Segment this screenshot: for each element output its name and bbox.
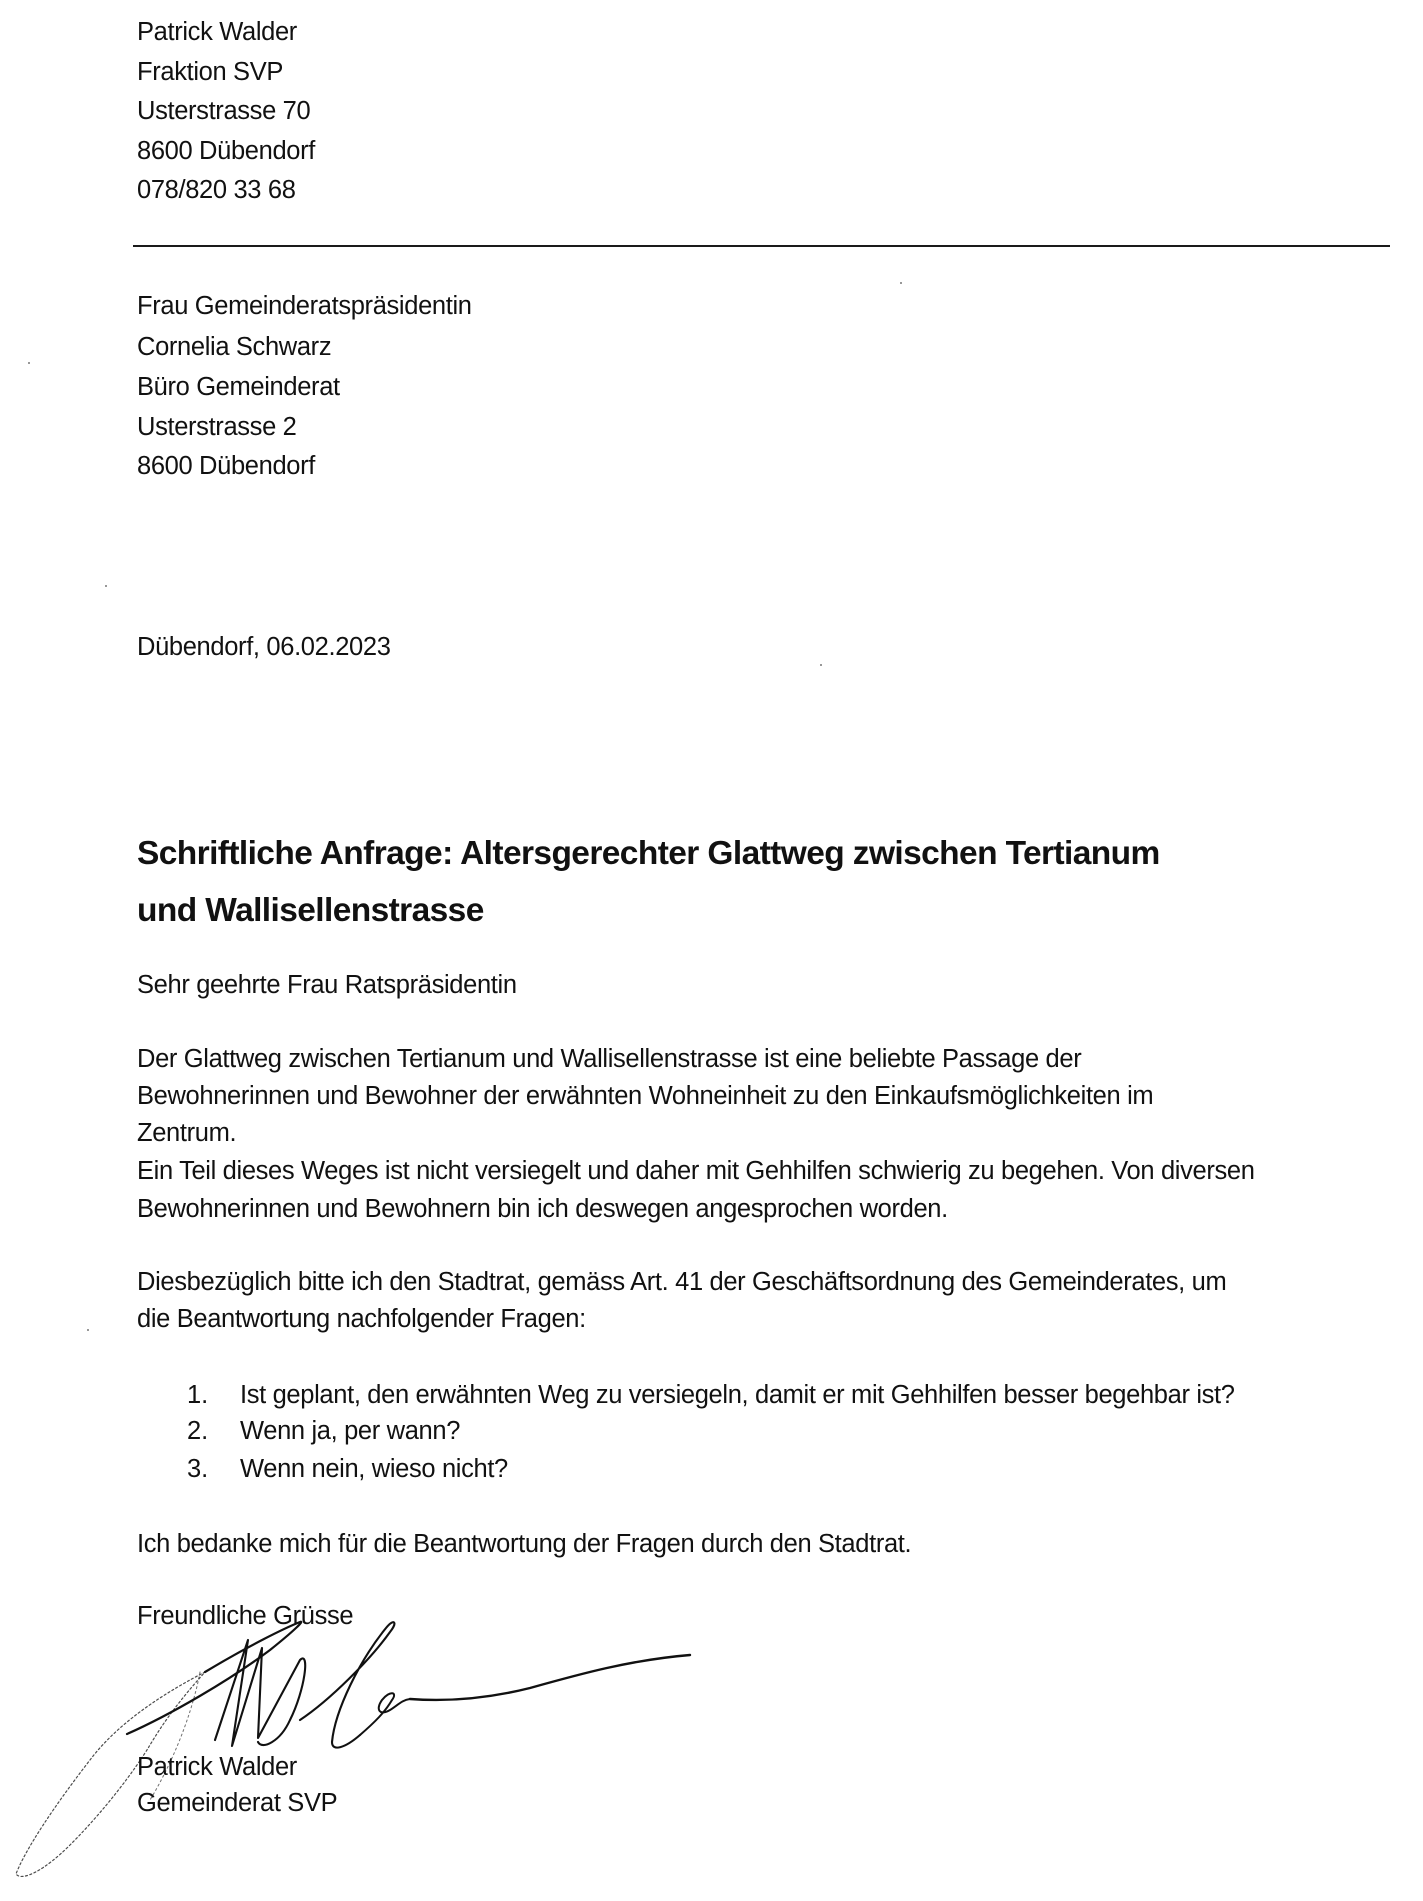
date-line: Dübendorf, 06.02.2023 — [137, 633, 391, 661]
thanks-line: Ich bedanke mich für die Beantwortung der Fragen durch den Stadtrat. — [137, 1530, 912, 1558]
paragraph-line: Bewohnerinnen und Bewohner der erwähnten Wohneinheit zu den Einkaufsmöglichkeiten im — [137, 1082, 1154, 1110]
paragraph-line: Bewohnerinnen und Bewohnern bin ich deswegen angesprochen worden. — [137, 1195, 948, 1223]
paragraph-line: Zentrum. — [137, 1119, 237, 1147]
recipient-city: 8600 Dübendorf — [137, 452, 315, 480]
closing-greeting: Freundliche Grüsse — [137, 1602, 354, 1630]
scan-speck — [820, 664, 822, 666]
paragraph-line: Diesbezüglich bitte ich den Stadtrat, gemäss Art. 41 der Geschäftsordnung des Gemeinderates, um — [137, 1268, 1227, 1296]
paragraph-line: Ein Teil dieses Weges ist nicht versiegelt und daher mit Gehhilfen schwierig zu begehen. Von diversen — [137, 1157, 1255, 1185]
list-number: 2. — [187, 1417, 209, 1445]
list-text: Ist geplant, den erwähnten Weg zu versiegeln, damit er mit Gehhilfen besser begehbar ist? — [240, 1381, 1235, 1409]
list-number: 1. — [187, 1381, 209, 1409]
recipient-name: Cornelia Schwarz — [137, 333, 332, 361]
subject-line-1: Schriftliche Anfrage: Altersgerechter Glattweg zwischen Tertianum — [137, 835, 1160, 872]
sender-city: 8600 Dübendorf — [137, 137, 315, 165]
subject-line-2: und Wallisellenstrasse — [137, 892, 484, 929]
scan-speck — [900, 282, 902, 284]
list-text: Wenn ja, per wann? — [240, 1417, 461, 1445]
paragraph-line: die Beantwortung nachfolgender Fragen: — [137, 1305, 586, 1333]
scan-speck — [105, 585, 107, 587]
sender-phone: 078/820 33 68 — [137, 176, 296, 204]
paragraph-line: Der Glattweg zwischen Tertianum und Wallisellenstrasse ist eine beliebte Passage der — [137, 1045, 1082, 1073]
list-text: Wenn nein, wieso nicht? — [240, 1455, 508, 1483]
recipient-street: Usterstrasse 2 — [137, 413, 297, 441]
sender-street: Usterstrasse 70 — [137, 97, 311, 125]
scan-speck — [28, 362, 30, 364]
sender-name: Patrick Walder — [137, 18, 297, 46]
handwritten-signature — [0, 1600, 720, 1901]
signatory-role: Gemeinderat SVP — [137, 1789, 338, 1817]
list-number: 3. — [187, 1455, 209, 1483]
sender-group: Fraktion SVP — [137, 58, 284, 86]
recipient-title: Frau Gemeinderatspräsidentin — [137, 292, 472, 320]
salutation: Sehr geehrte Frau Ratspräsidentin — [137, 971, 517, 999]
recipient-office: Büro Gemeinderat — [137, 373, 340, 401]
signatory-name: Patrick Walder — [137, 1753, 297, 1781]
scan-speck — [87, 1329, 89, 1331]
header-divider — [133, 245, 1390, 247]
